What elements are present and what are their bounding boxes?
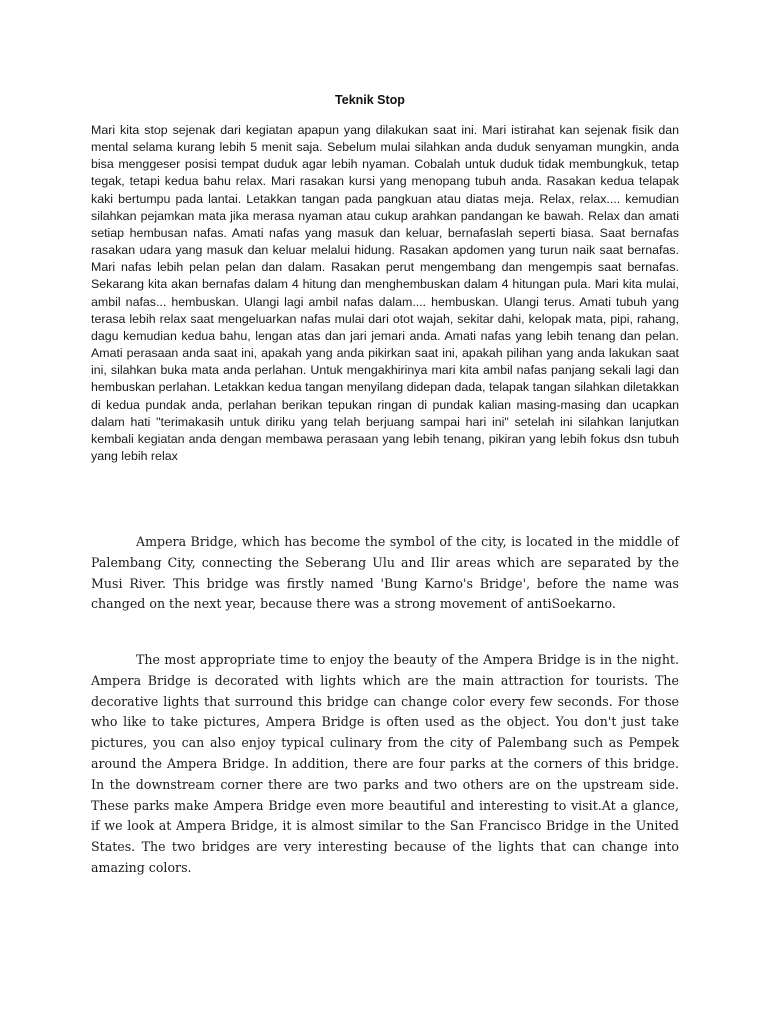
paragraph-ampera-night: The most appropriate time to enjoy the beauty of the Ampera Bridge is in the night. Ampera Bridge is decorated with lights which are the main attraction for tourists. The decorative lights that surround this bridge can change color every few seconds. For those who like to take pictures, Ampera Bridge is often used as the object. You don't just take pictures, you can also enjoy typical culinary from the city of Palembang such as Pempek around the Ampera Bridge. In addition, there are four parks at the corners of this bridge. In the downstream corner there are two parks and two others are on the upstream side. These parks make Ampera Bridge even more beautiful and interesting to visit.At a glance, if we look at Ampera Bridge, it is almost similar to the San Francisco Bridge in the United States. The two bridges are very interesting because of the lights that can change into amazing colors. — [91, 652, 679, 875]
document-title: Teknik Stop — [335, 93, 405, 107]
paragraph-teknik-stop: Mari kita stop sejenak dari kegiatan apapun yang dilakukan saat ini. Mari istirahat kan sejenak fisik dan mental selama kurang lebih 5 menit saja. Sebelum mulai silahkan anda duduk senyaman mungkin, anda bisa menggeser posisi tempat duduk agar lebih nyaman. Cobalah untuk duduk tidak membungkuk, tetap tegak, tetapi kedua bahu relax. Mari rasakan kursi yang menopang tubuh anda. Rasakan kedua telapak kaki bertumpu pada lantai. Letakkan tangan pada pangkuan atau diatas meja. Relax, relax.... kemudian silahkan pejamkan mata jika merasa nyaman atau cukup arahkan pandangan ke bawah. Relax dan amati setiap hembusan nafas. Amati nafas yang masuk dan keluar, bernafaslah seperti biasa. Saat bernafas rasakan udara yang masuk dan keluar melalui hidung. Rasakan apdomen yang turun naik saat bernafas. Mari nafas lebih pelan pelan dan dalam. Rasakan perut mengembang dan mengempis saat bernafas. Sekarang kita akan bernafas dalam 4 hitung dan menghembuskan dalam 4 hitungan pula. Mari kita mulai, ambil nafas... hembuskan. Ulangi lagi ambil nafas dalam.... hembuskan. Ulangi terus. Amati tubuh yang terasa lebih relax saat mengeluarkan nafas mulai dari otot wajah, sekitar dahi, kelopak mata, pipi, rahang, dagu kemudian kedua bahu, lengan atas dan jari jemari anda. Amati nafas yang lebih tenang dan pelan. Amati perasaan anda saat ini, apakah yang anda pikirkan saat ini, apakah pilihan yang anda lakukan saat ini, silahkan buka mata anda perlahan. Untuk mengakhirinya mari kita ambil nafas panjang sekali lagi dan hembuskan perlahan. Letakkan kedua tangan menyilang didepan dada, telapak tangan silahkan diletakkan di kedua pundak anda, perlahan berikan tepukan ringan di pundak kalian masing-masing dan ucapkan dalam hati "terimakasih untuk diriku yang telah berjuang sampai hari ini" setelah ini silahkan lanjutkan kembali kegiatan anda dengan membawa perasaan yang lebih tenang, pikiran yang lebih fokus dsn tubuh yang lebih relax — [91, 123, 679, 463]
paragraph-ampera-history: Ampera Bridge, which has become the symbol of the city, is located in the middle of Palembang City, connecting the Seberang Ulu and Ilir areas which are separated by the Musi River. This bridge was firstly named 'Bung Karno's Bridge', before the name was changed on the next year, because there was a strong movement of antiSoekarno. — [91, 534, 679, 612]
